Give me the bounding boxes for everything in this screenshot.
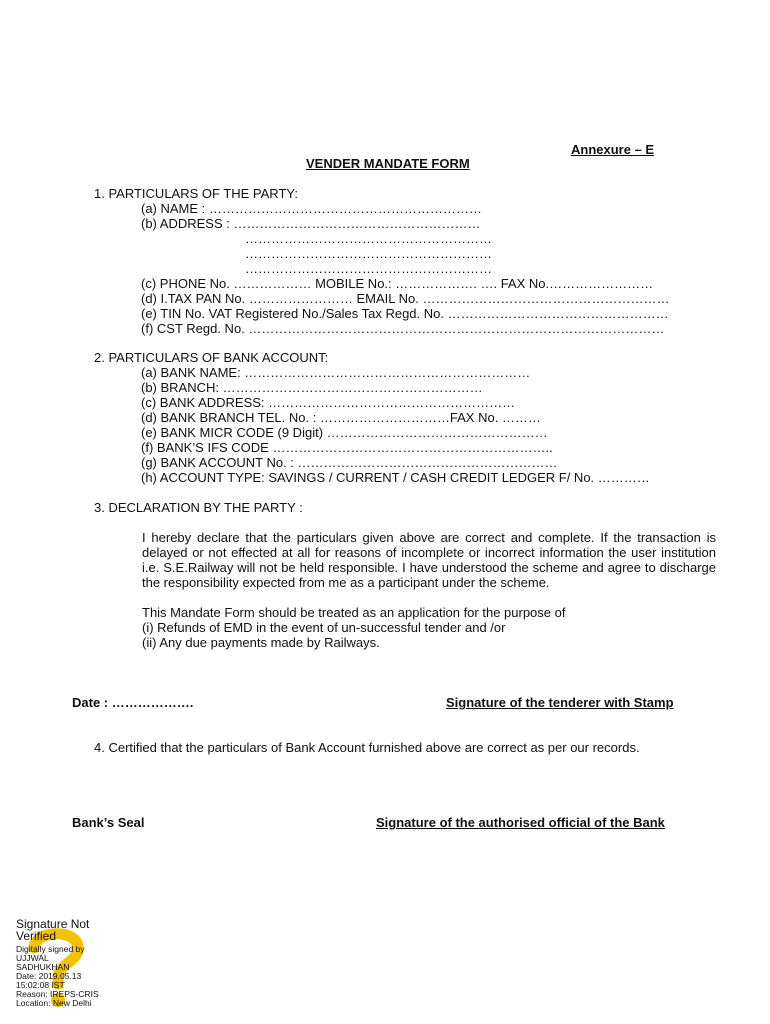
party-address-line: (b) ADDRESS : ………………………………………………… — [141, 216, 481, 231]
signature-detail: 15:02:08 IST — [16, 980, 65, 990]
declaration-paragraph: I hereby declare that the particulars given above are correct and complete. If the transaction is delayed or not effected at all for reasons of incomplete or incorrect information the user institution i.e. S.E.Railway will not be held responsible. I have understood the scheme and agree to discharge the responsibility expected from me as a participant under the scheme. — [142, 530, 716, 590]
section1-heading: 1. PARTICULARS OF THE PARTY: — [94, 186, 298, 201]
signature-detail: Location: New Delhi — [16, 998, 92, 1008]
purpose-item-payments: (ii) Any due payments made by Railways. — [142, 635, 380, 650]
signature-status-line1: Signature Not — [16, 917, 90, 931]
bank-signature-label: Signature of the authorised official of the Bank — [376, 815, 665, 830]
signature-detail: Digitally signed by — [16, 944, 85, 954]
party-address-line-3: ………………………………………………… — [245, 246, 492, 261]
signature-detail: Reason: IREPS-CRIS — [16, 989, 99, 999]
form-title: VENDER MANDATE FORM — [306, 156, 470, 171]
mandate-purpose-text: This Mandate Form should be treated as an application for the purpose of — [142, 605, 566, 620]
party-cst-line: (f) CST Regd. No. …………………………………………………………………………………… — [141, 321, 665, 336]
bank-ifs-line: (f) BANK’S IFS CODE ……………………………………………………….. — [141, 440, 553, 455]
signature-detail: SADHUKHAN — [16, 962, 70, 972]
digital-signature-block — [16, 918, 126, 1008]
bank-account-no-line: (g) BANK ACCOUNT No. : …………………………………………………… — [141, 455, 558, 470]
account-type-line: (h) ACCOUNT TYPE: SAVINGS / CURRENT / CASH CREDIT LEDGER F/ No. ………… — [141, 470, 650, 485]
purpose-item-refunds: (i) Refunds of EMD in the event of un-successful tender and /or — [142, 620, 506, 635]
bank-certification-text: 4. Certified that the particulars of Bank Account furnished above are correct as per our records. — [94, 740, 640, 755]
tenderer-signature-label: Signature of the tenderer with Stamp — [446, 695, 674, 710]
party-tin-line: (e) TIN No. VAT Registered No./Sales Tax Regd. No. …………………………………………… — [141, 306, 669, 321]
section3-heading: 3. DECLARATION BY THE PARTY : — [94, 500, 303, 515]
party-phone-line: (c) PHONE No. ……………… MOBILE No.: ………………. …. FAX No.…………………… — [141, 276, 654, 291]
party-name-line: (a) NAME : ……………………………………………………… — [141, 201, 482, 216]
bank-seal-label: Bank’s Seal — [72, 815, 145, 830]
bank-address-line: (c) BANK ADDRESS: ………………………………………………… — [141, 395, 516, 410]
party-address-line-4: ………………………………………………… — [245, 261, 492, 276]
date-label: Date : ………………. — [72, 695, 194, 710]
bank-tel-line: (d) BANK BRANCH TEL. No. : …………………………FAX No. ……… — [141, 410, 541, 425]
annexure-label: Annexure – E — [571, 142, 655, 157]
party-address-line-2: ………………………………………………… — [245, 231, 492, 246]
party-pan-line: (d) I.TAX PAN No. …………………… EMAIL No. ………………………………………………… — [141, 291, 670, 306]
signature-status-line2: Verified — [16, 929, 57, 943]
signature-detail: Date: 2019.05.13 — [16, 971, 82, 981]
bank-branch-line: (b) BRANCH: …………………………………………………… — [141, 380, 483, 395]
bank-name-line: (a) BANK NAME: ………………………………………………………… — [141, 365, 531, 380]
signature-detail: UJJWAL — [16, 953, 49, 963]
bank-micr-line: (e) BANK MICR CODE (9 Digit) …………………………………………… — [141, 425, 548, 440]
section2-heading: 2. PARTICULARS OF BANK ACCOUNT: — [94, 350, 329, 365]
